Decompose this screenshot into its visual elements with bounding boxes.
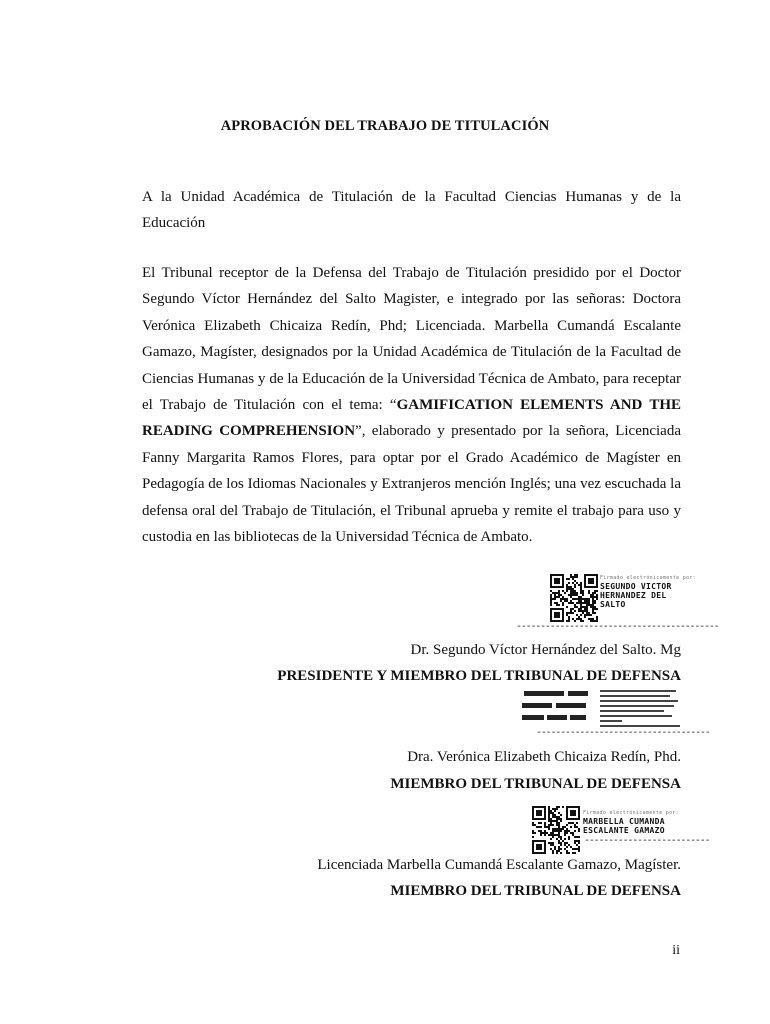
signature-line-3: -------------------------- xyxy=(584,835,710,846)
e-signature-stamp-2 xyxy=(520,688,686,732)
signer-name-3: Licenciada Marbella Cumandá Escalante Gamazo, Magíster. xyxy=(317,857,681,873)
thesis-theme: GAMIFICATION ELEMENTS AND THE READING COMPREHENSION xyxy=(142,397,681,440)
stamp-caption-3: Firmado electrónicamente por: xyxy=(583,810,679,816)
signer-role-3: MIEMBRO DEL TRIBUNAL DE DEFENSA xyxy=(390,883,681,899)
page-title: APROBACIÓN DEL TRABAJO DE TITULACIÓN xyxy=(220,118,550,134)
signer-name-2: Dra. Verónica Elizabeth Chicaiza Redín, Phd. xyxy=(407,749,681,765)
page-number: ii xyxy=(672,943,680,958)
signer-role-2: MIEMBRO DEL TRIBUNAL DE DEFENSA xyxy=(390,776,681,792)
e-signature-stamp-3 xyxy=(583,810,679,835)
signature-line-2: ------------------------------------ xyxy=(536,727,710,738)
qr-code-1 xyxy=(550,574,598,622)
e-signature-stamp-1 xyxy=(600,575,696,609)
body-paragraph xyxy=(142,260,681,550)
stamp-name-3-line-2: ESCALANTE GAMAZO xyxy=(583,826,665,835)
qr-code-3 xyxy=(532,806,580,854)
body-text-before: El Tribunal receptor de la Defensa del Trabajo de Titulación presidido por el Doctor Segundo Víctor Hernández del Salto Magister, e integrado por las señoras: Doctora Verónica Elizabeth Chicaiza Redín, Phd; Licenciada. Marbella Cumandá Escalante Gamazo, Magíster, designados por la Unidad Académica de Titulación de la Facultad de Ciencias Humanas y de la Educación de la Universidad Técnica de Ambato, para receptar el Trabajo de Titulación con el tema: “ xyxy=(142,265,681,414)
addressee-paragraph: A la Unidad Académica de Titulación de la Facultad Ciencias Humanas y de la Educación xyxy=(142,189,681,232)
body-text-after: ”, elaborado y presentado por la señora, Licenciada Fanny Margarita Ramos Flores, para optar por el Grado Académico de Magíster en Pedagogía de los Idiomas Nacionales y Extranjeros mención Inglés; una vez escuchada la defensa oral del Trabajo de Titulación, el Tribunal aprueba y remite el trabajo para uso y custodia en las bibliotecas de la Universidad Técnica de Ambato. xyxy=(142,423,681,546)
stamp-name-3-line-1: MARBELLA CUMANDA xyxy=(583,817,665,826)
stamp-name-1-line-3: SALTO xyxy=(600,600,626,609)
stamp-name-1-line-1: SEGUNDO VICTOR xyxy=(600,582,672,591)
stamp-name-1-line-2: HERNANDEZ DEL xyxy=(600,591,667,600)
signer-name-1: Dr. Segundo Víctor Hernández del Salto. Mg xyxy=(410,642,681,658)
stamp-caption-1: Firmado electrónicamente por: xyxy=(600,575,696,581)
signer-role-1: PRESIDENTE Y MIEMBRO DEL TRIBUNAL DE DEFENSA xyxy=(277,668,681,684)
signature-line-1: ------------------------------------------ xyxy=(516,621,719,632)
